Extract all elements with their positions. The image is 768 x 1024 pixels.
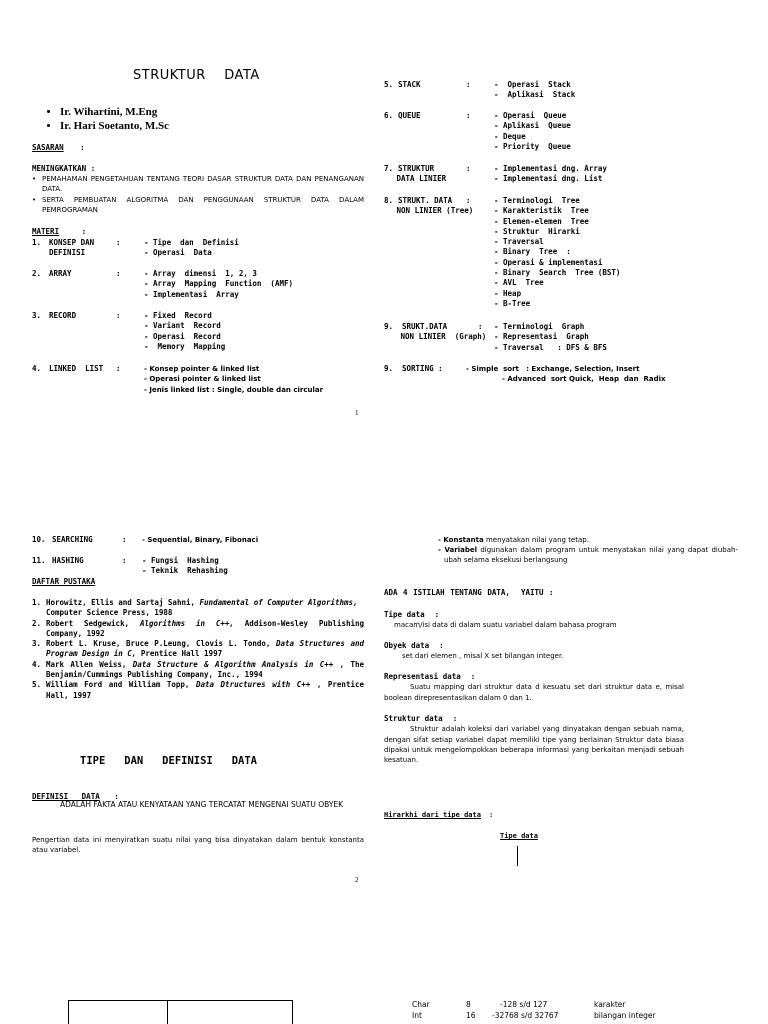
item-sub: - Aplikasi Stack (494, 90, 576, 100)
materi-label: MATERI (32, 227, 60, 236)
term-struktur-data: Struktur data : Struktur adalah koleksi dari variabel yang dinyatakan dengan sebuah nama, dengan sifat setiap variabel dapat memiliki tipe yang berlainan Struktur data biasa dipakai untuk mengelompokkan beberapa informasi yang berkaitan menjadi sebuah kesatuan. (384, 714, 684, 765)
sasaran-label: SASARAN (32, 143, 64, 152)
konstanta-line: - Konstanta menyatakan nilai yang tetap. (438, 536, 589, 544)
definisi-colon: : (114, 792, 119, 801)
item-sub: - Karakteristik Tree (494, 206, 589, 216)
item-sub: - Fungsi Hashing (142, 556, 219, 565)
table-row: Char 8 -128 s/d 127 karakter (412, 1000, 626, 1009)
section-title: TIPE DAN DEFINISI DATA (80, 755, 258, 767)
item-sub: - Implementasi dng. Array (494, 164, 607, 173)
term-text: Struktur adalah koleksi dari variabel yang dinyatakan dengan sebuah nama, dengan sifat setiap variabel dapat memiliki tipe yang berlainan Struktur data biasa dipakai untuk mengelompokkan beberapa informasi yang berkaitan menjadi sebuah kesatuan. (384, 725, 684, 765)
page-3 (0, 990, 768, 1024)
item-sub: - B-Tree (494, 298, 531, 308)
item-sub: - Aplikasi Queue (494, 121, 571, 131)
item-name: DEFINISI (49, 248, 86, 258)
item-sub: - Teknik Rehashing (142, 566, 228, 576)
item-number: 7. (384, 164, 394, 173)
item-sub: - Heap (494, 288, 522, 298)
item-sub: - Elemen-elemen Tree (494, 216, 589, 226)
author-list (48, 105, 169, 133)
item-number: 1. (32, 238, 42, 247)
item-sub: - Operasi pointer & linked list (144, 375, 261, 384)
item-name: DATA LINIER (392, 174, 447, 184)
reference-item: 2. Robert Sedgewick, Algorithms in C++, Addison-Wesley Publishing Company, 1992 (32, 618, 365, 638)
hierarchy-connector (517, 846, 518, 866)
variabel-line: - Variabel digunakan dalam program untuk menyatakan nilai yang dapat diubah-ubah selama eksekusi berlangsung (438, 546, 738, 565)
item-colon: : (478, 322, 483, 331)
item-sub: - Advanced sort Quick, Heap dan Radix (502, 375, 666, 384)
item-sub: - Konsep pointer & linked list (144, 365, 260, 373)
item-sub: - Deque (494, 131, 526, 141)
hierarchy-box (68, 1000, 293, 1024)
item-name: KONSEP DAN (49, 238, 95, 247)
item-colon: : (466, 164, 471, 173)
istilah-heading: ADA 4 ISTILAH TENTANG DATA, YAITU : (384, 588, 554, 597)
item-name: SEARCHING (52, 535, 93, 544)
item-name: STRUKT. DATA (398, 196, 453, 205)
materi-colon: : (81, 227, 87, 236)
author-item: • Ir. Hari Soetanto, M.Sc (60, 119, 169, 133)
item-colon: : (116, 311, 121, 320)
item-sub: - Fixed Record (144, 311, 212, 320)
definisi-text: ADALAH FAKTA ATAU KENYATAAN YANG TERCATAT MENGENAI SUATU OBYEK (60, 800, 344, 809)
page-1 (0, 0, 768, 420)
reference-item: 5. William Ford and William Topp, Data Dtructures with C++ , Prentice Hall, 1997 (32, 680, 365, 700)
item-colon: : (122, 535, 127, 544)
item-colon: : (466, 111, 471, 120)
item-number: 9. (384, 364, 394, 373)
page-2 (0, 530, 768, 890)
term-representasi-data: Representasi data : Suatu mapping dari struktur data d kesuatu set dari struktur data e, misal boolean direpresentasikan dalam 0 dan 1. (384, 672, 684, 702)
materi-heading (32, 227, 86, 237)
sasaran-heading (32, 143, 85, 153)
tipe-data-node: Tipe data (500, 832, 538, 840)
item-sub: - Representasi Graph (494, 332, 589, 342)
item-colon: : (122, 556, 127, 565)
item-name: HASHING (52, 556, 84, 565)
pengertian-text: Pengertian data ini menyiratkan suatu nilai yang bisa dinyatakan dalam bentuk konstanta atau variabel. (32, 836, 364, 855)
item-name: ARRAY (49, 269, 72, 278)
table-row: Int 16 -32768 s/d 32767 bilangan integer (412, 1010, 656, 1020)
hirarkhi-heading: Hirarkhi dari tipe data : (384, 811, 494, 819)
item-number: 4. (32, 364, 42, 373)
item-colon: : (466, 80, 471, 89)
item-sub: - Jenis linked list : Single, double dan circular (144, 385, 324, 394)
item-name: SRUKT.DATA (402, 322, 448, 331)
item-sub: - Operasi & implementasi (494, 257, 603, 267)
item-sub: - Operasi Stack (494, 80, 571, 89)
term-text: macam/isi data di dalam suatu variabel dalam bahasa program (394, 621, 617, 630)
reference-item: 1. Horowitz, Ellis and Sartaj Sahni, Fundamental of Computer Algorithms, Computer Science Press, 1988 (32, 598, 358, 618)
item-sub: - Variant Record (144, 321, 221, 331)
term-text: set dari elemen , misal X set bilangan integer. (402, 652, 564, 661)
item-sub: - Implementasi dng. List (494, 174, 603, 184)
item-name: NON LINIER (Graph) (396, 332, 487, 342)
item-sub: - Sequential, Binary, Fibonaci (142, 536, 259, 544)
item-sub: - Terminologi Graph (494, 322, 585, 331)
term-obyek-data: Obyek data : set dari elemen , misal X set bilangan integer. (384, 641, 684, 662)
item-sub: - Array Mapping Function (AMF) (144, 279, 294, 289)
page-number: 1 (355, 409, 359, 417)
item-sub: - Memory Mapping (144, 341, 226, 351)
item-sub: - AVL Tree (494, 278, 544, 288)
item-colon: : (466, 196, 471, 205)
item-number: 3. (32, 311, 42, 320)
item-sub: - Operasi Record (144, 331, 221, 341)
item-number: 5. (384, 80, 394, 89)
item-sub: - Tipe dan Definisi (144, 238, 239, 247)
reference-item: 3. Robert L. Kruse, Bruce P.Leung, Clovis L. Tondo, Data Structures and Program Design in C, Prentice Hall 1997 (32, 639, 364, 659)
item-sub: - Array dimensi 1, 2, 3 (144, 269, 257, 278)
item-name: RECORD (49, 311, 77, 320)
item-colon: : (116, 364, 121, 373)
item-number: 2. (32, 269, 42, 278)
item-sub: - Terminologi Tree (494, 196, 580, 205)
sasaran-colon: : (80, 143, 85, 152)
item-sub: - Implementasi Array (144, 289, 239, 299)
item-name: QUEUE (398, 111, 421, 120)
item-sub: - Binary Tree : (494, 247, 571, 257)
meningkatkan-label: MENINGKATKAN : (32, 164, 96, 173)
item-number: 10. (32, 535, 46, 544)
item-number: 8. (384, 196, 394, 205)
item-sub: - Traversal (494, 237, 544, 247)
item-name: LINKED LIST (49, 364, 104, 373)
item-sub: - Struktur Hirarki (494, 226, 580, 236)
item-sub: - Priority Queue (494, 141, 571, 151)
item-sub: - Operasi Data (144, 248, 212, 258)
objective-item: • PEMAHAMAN PENGETAHUAN TENTANG TEORI DASAR STRUKTUR DATA DAN PENANGANAN DATA. (32, 174, 364, 195)
item-name: STRUKTUR (398, 164, 435, 173)
hierarchy-divider (167, 1000, 168, 1024)
item-number: 6. (384, 111, 394, 120)
reference-item: 4. Mark Allen Weiss, Data Structure & Algorithm Analysis in C++ , The Benjamin/Cummings Publishing Company, Inc., 1994 (32, 659, 365, 680)
author-item: • Ir. Wihartini, M.Eng (60, 105, 169, 119)
item-name: STACK (398, 80, 421, 89)
item-sub: - Simple sort : Exchange, Selection, Insert (466, 365, 640, 373)
term-tipe-data: Tipe data : macam/isi data di dalam suatu variabel dalam bahasa program (384, 610, 684, 631)
item-number: 11. (32, 556, 46, 565)
item-sub: - Operasi Queue (494, 111, 567, 120)
item-name: SORTING : (402, 364, 443, 373)
type-table (412, 1000, 712, 1021)
item-colon: : (116, 269, 121, 278)
page-number: 2 (355, 876, 359, 884)
item-number: 9. (384, 322, 394, 331)
document-title: STRUKTUR DATA (133, 68, 260, 83)
objective-item: • SERTA PEMBUATAN ALGORITMA DAN PENGGUNAAN STRUKTUR DATA DALAM PEMROGRAMAN (32, 195, 364, 216)
daftar-pustaka-heading: DAFTAR PUSTAKA (32, 577, 96, 586)
reference-list (32, 598, 364, 701)
item-sub: - Binary Search Tree (BST) (494, 268, 621, 278)
objective-bullets (32, 174, 364, 215)
item-colon: : (116, 238, 121, 247)
definisi-label: DEFINISI DATA (32, 792, 100, 801)
term-text: Suatu mapping dari struktur data d kesuatu set dari struktur data e, misal boolean direpresentasikan dalam 0 dan 1. (384, 683, 684, 702)
item-name: NON LINIER (Tree) (392, 206, 474, 216)
item-sub: - Traversal : DFS & BFS (494, 342, 607, 352)
item-sub-list (494, 196, 620, 309)
